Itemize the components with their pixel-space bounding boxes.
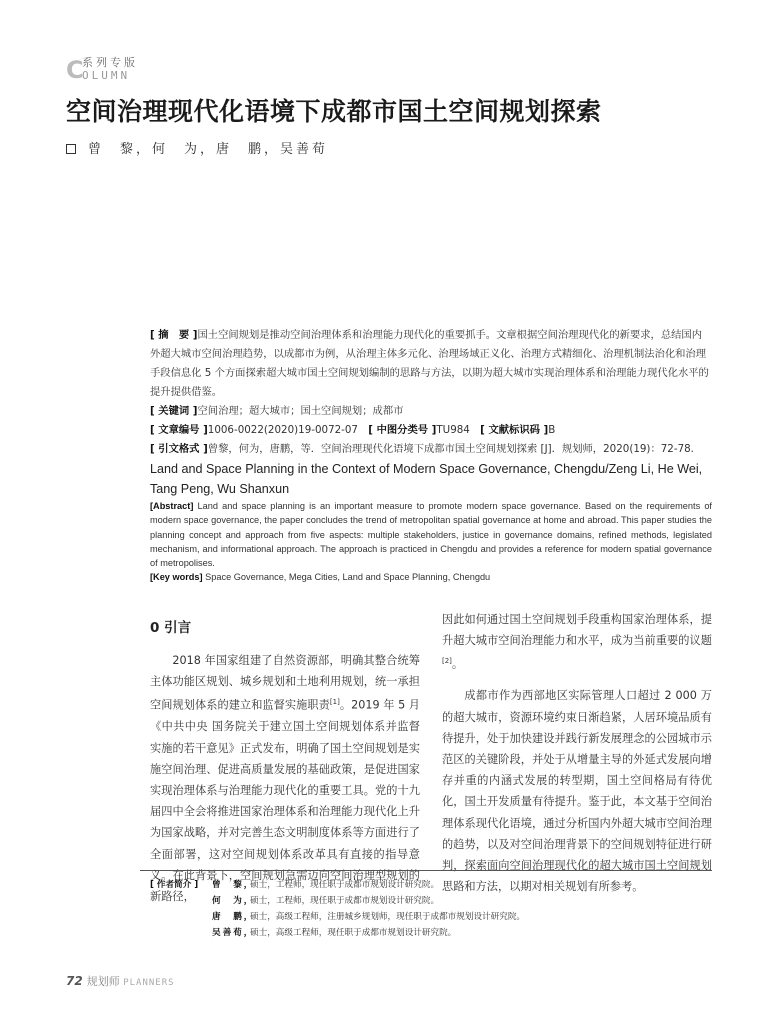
body-paragraph — [150, 650, 420, 907]
english-abstract-label: [Abstract] — [150, 501, 194, 511]
paragraph-text: 。2019 年 5 月《中共中央 国务院关于建立国土空间规划体系并监督实施的若干意见》正式发布，明确了国土空间规划是实施空间治理、促进高质量发展的基础政策，是促进国家实现治理体系与治理能力现代化的重要工具。党的十九届四中全会将推进国家治理体系和治理能力现代化上升为国家战略，并对完善生态文明制度体系等方面进行了全面部署，这对空间规划体系改革具有直接的指导意义。在此背景下，空间规划急需迈向空间治理型规划的新路径， — [150, 699, 420, 903]
reference-mark: [2] — [442, 657, 452, 666]
journal-name: 规划师 — [86, 975, 120, 988]
journal-name-en: PLANNERS — [123, 978, 175, 988]
page-footer — [66, 973, 175, 989]
paragraph-text: 2018 年国家组建了自然资源部，明确其整合统筹主体功能区规划、城乡规划和土地利用规划，统一承担空间规划体系的建立和监督实施职责 — [150, 654, 420, 713]
citation-text: 曾黎，何为，唐鹏，等．空间治理现代化语境下成都市国土空间规划探索 [J]．规划师，2020(19)：72-78. — [207, 443, 694, 455]
footnote-divider — [140, 870, 712, 871]
author-note-desc: 硕士，高级工程师，现任职于成都市规划设计研究院。 — [250, 928, 457, 938]
abstract-label: [ 摘 要 ] — [150, 329, 198, 341]
author-note-name: 唐 鹏， — [212, 912, 255, 922]
class-no: TU984 — [436, 424, 470, 436]
article-meta — [150, 421, 710, 440]
author-note-row — [150, 877, 710, 893]
english-abstract-paragraph — [150, 499, 712, 570]
english-keywords-label: [Key words] — [150, 572, 203, 583]
abstract-paragraph — [150, 326, 710, 402]
author-line — [66, 138, 328, 157]
author-note-row — [150, 925, 710, 941]
english-keywords-paragraph — [150, 570, 712, 584]
column-label-cn: 系列专版 — [82, 56, 138, 69]
author-note-name: 何 为， — [212, 896, 255, 906]
citation-label: [ 引文格式 ] — [150, 443, 208, 455]
class-label: [ 中图分类号 ] — [368, 424, 437, 436]
column-label-en: OLUMN — [82, 69, 131, 82]
author-names: 曾 黎，何 为，唐 鹏，吴善荀 — [88, 142, 329, 157]
author-note-name: 吴善荀， — [212, 928, 255, 938]
english-title: Land and Space Planning in the Context of Modern Space Governance, Chengdu/Zeng Li, He Wei, Tang Peng, Wu Shanxun — [150, 462, 703, 496]
author-note-row — [150, 909, 710, 925]
article-no-label: [ 文章编号 ] — [150, 424, 208, 436]
keywords-paragraph — [150, 402, 710, 421]
column-logo-letter: C — [66, 56, 84, 84]
square-bullet-icon — [66, 144, 76, 154]
article-no: 1006-0022(2020)19-0072-07 — [207, 424, 358, 436]
author-note-desc: 硕士，高级工程师，注册城乡规划师，现任职于成都市规划设计研究院。 — [250, 912, 526, 922]
keywords-text: 空间治理；超大城市；国土空间规划；成都市 — [197, 405, 404, 417]
author-notes — [150, 877, 710, 941]
page-number: 72 — [66, 974, 83, 988]
author-notes-label: [ 作者简介 ] — [150, 880, 199, 890]
body-paragraph — [442, 609, 712, 675]
english-abstract — [150, 499, 712, 585]
citation-paragraph — [150, 440, 710, 459]
author-note-name: 曾 黎， — [212, 880, 255, 890]
english-abstract-text: Land and space planning is an important measure to promote modern space governance. Based on the requirements of modern space governance, the paper concludes the trend of metropolitan spatial governance at home and abroad. This paper studies the planning concept and approach from five aspects: multiple stakeholders, justice in governance domains, refined methods, legislated mechanism, and informational approach. The approach is practiced in Chengdu and provides a reference for modern spatial governance of metropolises. — [150, 501, 712, 569]
author-note-desc: 硕士，工程师，现任职于成都市规划设计研究院。 — [250, 896, 440, 906]
body-paragraph: 成都市作为西部地区实际管理人口超过 2 000 万的超大城市，资源环境约束日渐趋紧，人居环境品质有待提升，处于加快建设并践行新发展理念的公园城市示范区的关键阶段，并处于从增量主导的外延式发展向增存并重的内涵式发展的转型期，国土空间格局有待优化，国土开发质量有待提升。鉴于此，本文基于空间治理体系现代化语境，通过分析国内外超大城市空间治理的趋势，以及对空间治理背景下的空间规划特征进行研判，探索面向空间治理现代化的超大城市国土空间规划思路和方法，以期对相关规划有所参考。 — [442, 689, 712, 894]
doc-code-label: [ 文献标识码 ] — [480, 424, 549, 436]
doc-code: B — [548, 424, 556, 436]
reference-mark: [1] — [329, 698, 340, 707]
author-note-row — [150, 893, 710, 909]
keywords-label: [ 关键词 ] — [150, 405, 198, 417]
section-heading: 0 引言 — [150, 620, 192, 636]
chinese-abstract — [150, 326, 710, 459]
paragraph-text: 。 — [451, 658, 464, 672]
paragraph-text: 因此如何通过国土空间规划手段重构国家治理体系，提升超大城市空间治理能力和水平，成为当前重要的议题 — [442, 613, 712, 648]
body-column-right — [442, 609, 712, 897]
abstract-text: 国土空间规划是推动空间治理体系和治理能力现代化的重要抓手。文章根据空间治理现代化的新要求，总结国内外超大城市空间治理趋势，以成都市为例，从治理主体多元化、治理场域正义化、治理方式精细化、治理机制法治化和治理手段信息化 5 个方面探索超大城市国土空间规划编制的思路与方法，以期为超大城市实现治理体系和治理能力现代化水平的提升提供借鉴。 — [150, 329, 709, 398]
body-column-left — [150, 650, 420, 907]
author-note-desc: 硕士，工程师，现任职于成都市规划设计研究院。 — [250, 880, 440, 890]
column-header — [66, 52, 156, 82]
english-keywords-text: Space Governance, Mega Cities, Land and Space Planning, Chengdu — [205, 572, 491, 583]
article-title: 空间治理现代化语境下成都市国土空间规划探索 — [66, 97, 602, 126]
